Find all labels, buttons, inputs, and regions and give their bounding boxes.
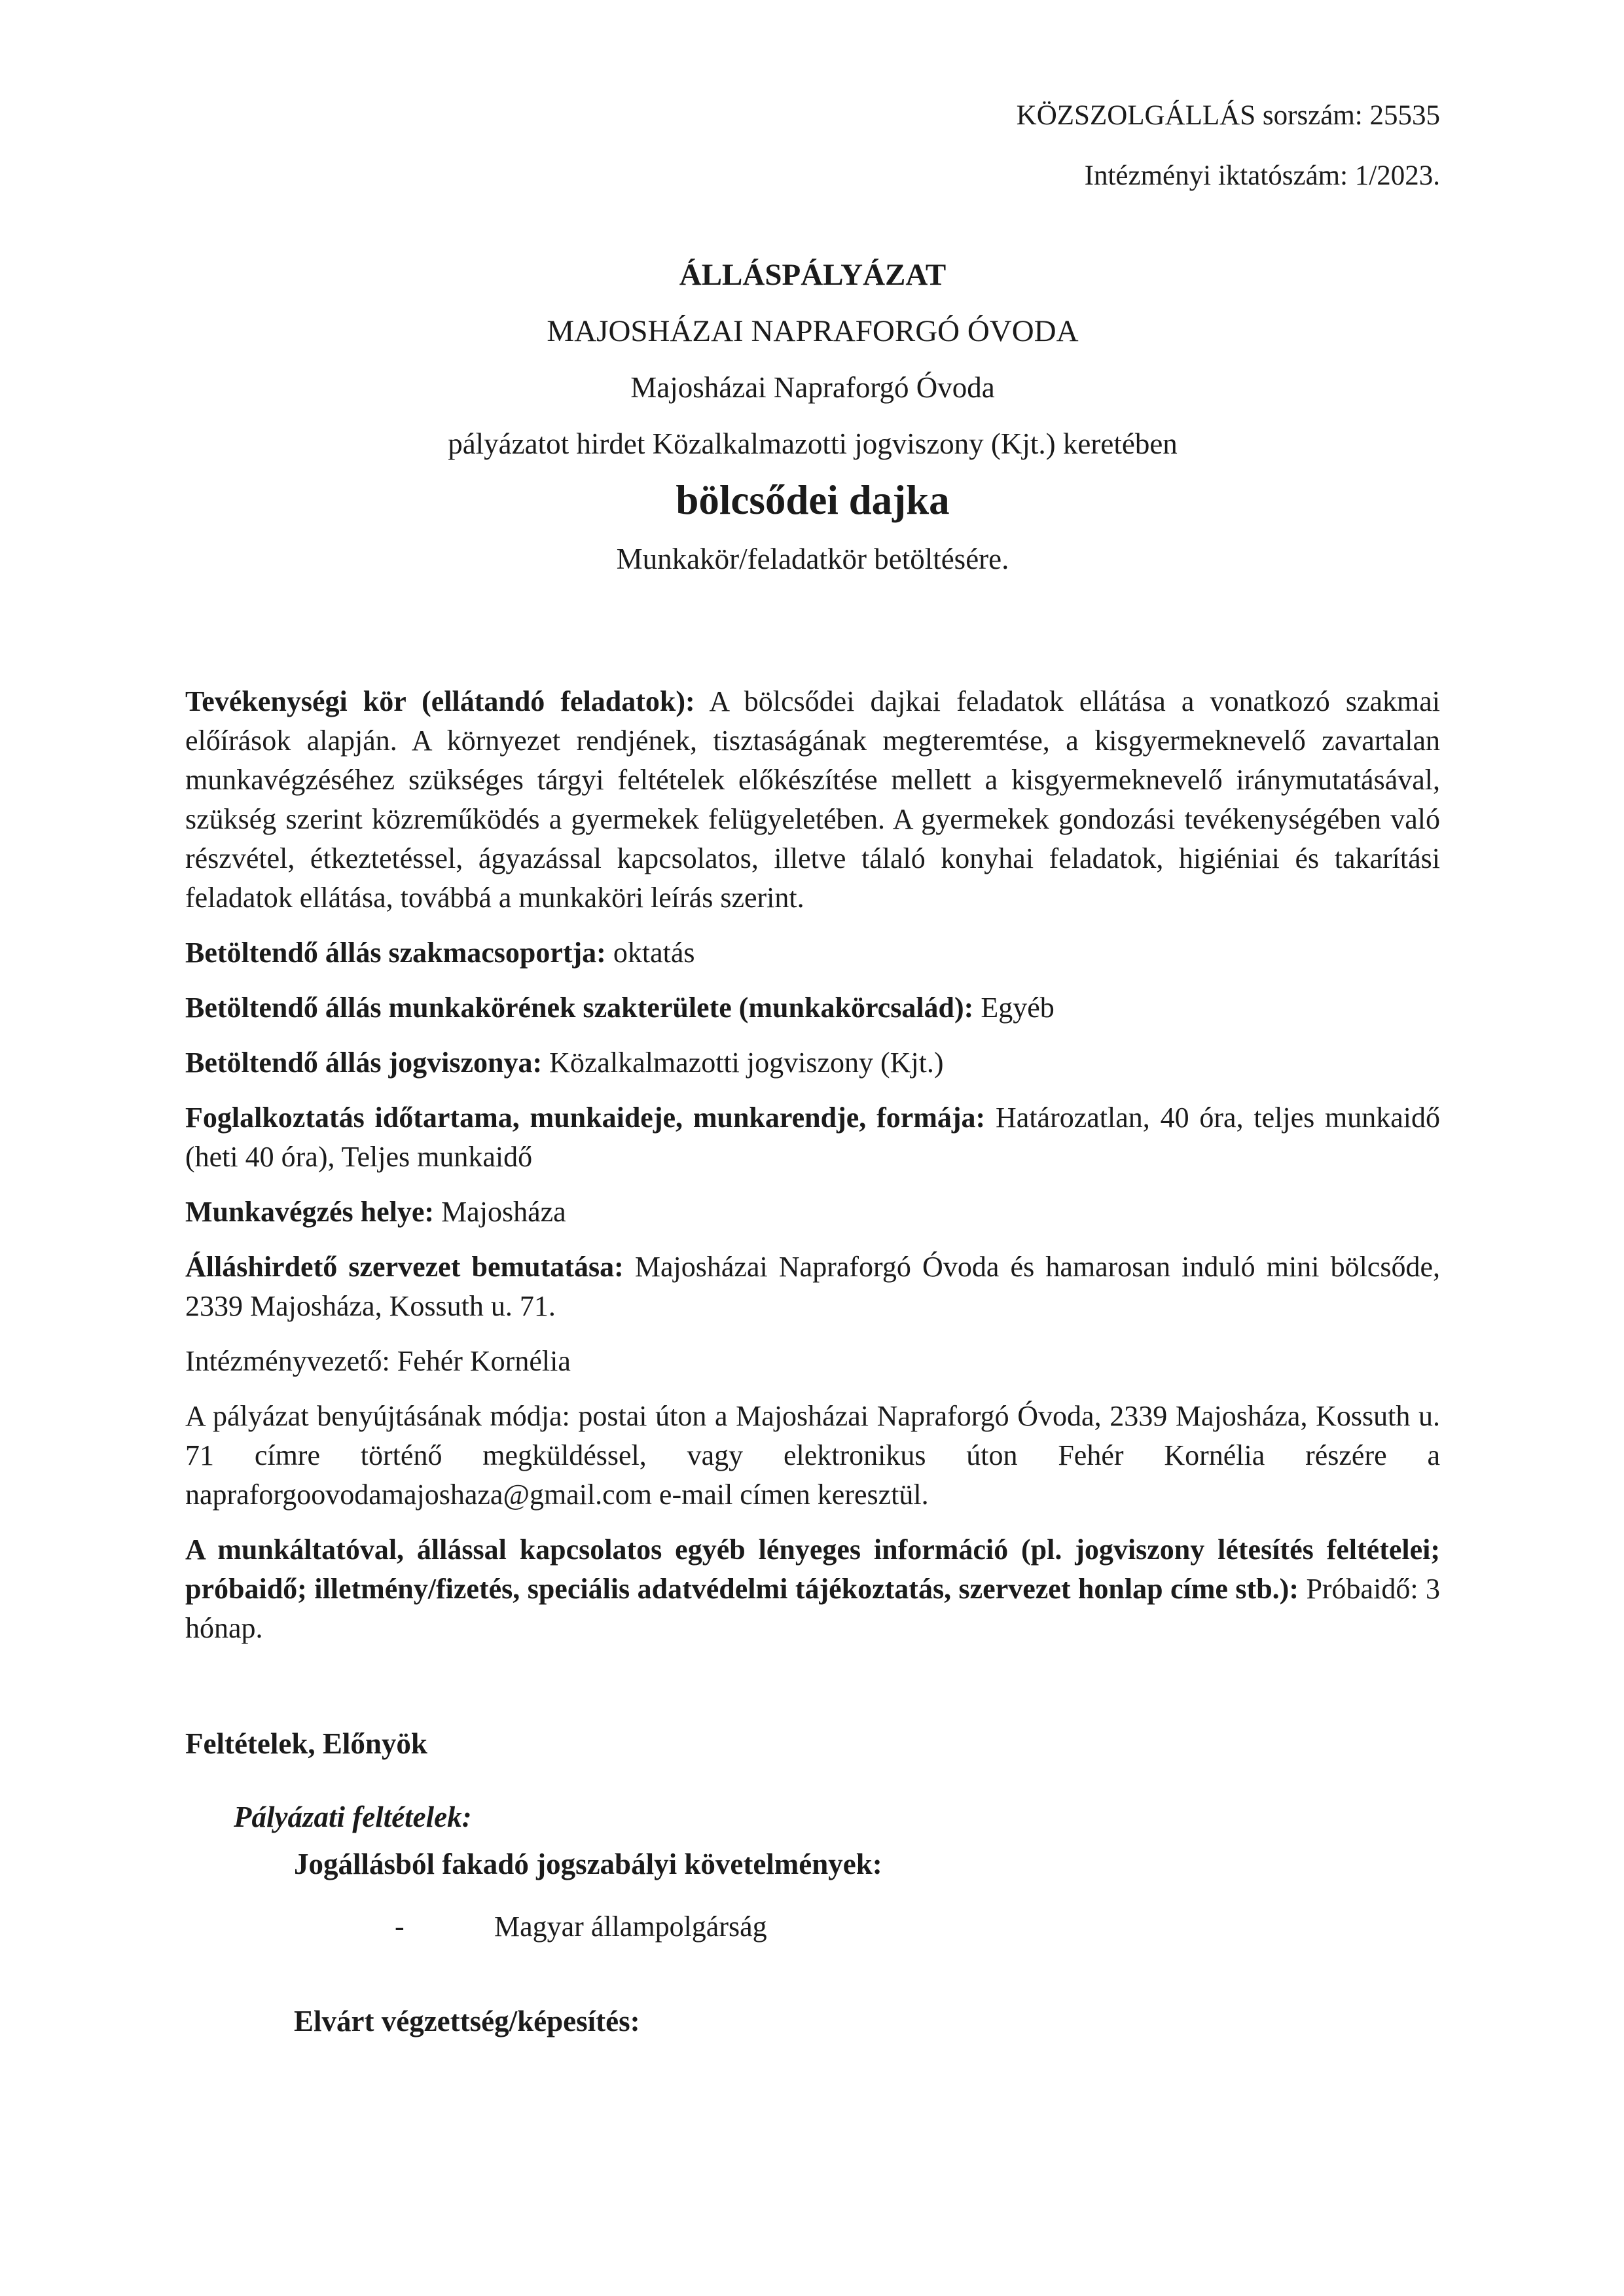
list-item-citizenship [395,1907,1440,1946]
subheading-palyazati-feltetelek: Pályázati feltételek: [234,1801,472,1833]
paragraph-jogviszony-label: Betöltendő állás jogviszonya: [185,1047,543,1079]
paragraph-benyujtas-modja-text: A pályázat benyújtásának módja: postai úton a Majosházai Napraforgó Óvoda, 2339 Majosháza, Kossuth u. 71 címre történő megküldéssel, vagy elektronikus úton Fehér Kornélia részére a napraforgoovodamajoshaza@gmail.com e-mail címen keresztül. [185,1400,1440,1511]
announcement-line: pályázatot hirdet Közalkalmazotti jogviszony (Kjt.) keretében [448,427,1178,460]
paragraph-foglalkoztatas-text: Határozatlan, 40 óra, teljes munkaidő (heti 40 óra), Teljes munkaidő [185,1102,1441,1173]
paragraph-munkavegzes-label: Munkavégzés helye: [185,1196,435,1228]
position-subtitle: Munkakör/feladatkör betöltésére. [616,543,1009,575]
dash-bullet: - [395,1910,405,1943]
paragraph-activity [185,682,1440,918]
paragraph-szakterulet-text: Egyéb [981,992,1055,1024]
organization-name: Majosházai Napraforgó Óvoda [630,371,995,404]
document-title: ÁLLÁSPÁLYÁZAT [679,258,947,292]
paragraph-egyeb-informacio-text: Próbaidő: 3 hónap. [185,1573,1440,1644]
paragraph-szakterulet [185,988,1440,1028]
paragraph-jogviszony [185,1043,1440,1083]
paragraph-szakmacsoport [185,933,1440,973]
paragraph-activity-label: Tevékenységi kör (ellátandó feladatok): [185,685,695,717]
paragraph-szakterulet-label: Betöltendő állás munkakörének szakterülete (munkakörcsalád): [185,992,974,1024]
paragraph-munkavegzes [185,1193,1440,1232]
organization-name-caps: MAJOSHÁZAI NAPRAFORGÓ ÓVODA [547,314,1079,348]
paragraph-intezmenyvezeto-text: Intézményvezető: Fehér Kornélia [185,1345,571,1377]
subheading-elvart-vegzettseg: Elvárt végzettség/képesítés: [294,2005,640,2037]
section-heading-feltetelek: Feltételek, Előnyök [185,1727,427,1760]
paragraph-egyeb-informacio [185,1530,1440,1648]
paragraph-foglalkoztatas [185,1098,1440,1177]
paragraph-munkavegzes-text: Majosháza [441,1196,566,1228]
subheading-jogallas: Jogállásból fakadó jogszabályi követelmények: [294,1848,882,1880]
paragraph-szakmacsoport-text: oktatás [613,937,695,969]
document-serial: KÖZSZOLGÁLLÁS sorszám: 25535 [1016,100,1440,131]
paragraph-benyujtas-modja [185,1397,1440,1515]
paragraph-intezmenyvezeto [185,1342,1440,1381]
list-item-citizenship-text: Magyar állampolgárság [494,1910,767,1943]
paragraph-egyeb-informacio-label: A munkáltatóval, állással kapcsolatos egyéb lényeges információ (pl. jogviszony létesítés feltételei; próbaidő; illetmény/fizetés, speciális adatvédelmi tájékoztatás, szervezet honlap címe stb.): [185,1534,1440,1605]
paragraph-activity-text: A bölcsődei dajkai feladatok ellátása a vonatkozó szakmai előírások alapján. A környezet rendjének, tisztaságának megteremtése, a kisgyermeknevelő zavartalan munkavégzéséhez szükséges tárgyi feltételek előkészítése mellett a kisgyermeknevelő iránymutatásával, szükség szerint közreműködés a gyermekek felügyeletében. A gyermekek gondozási tevékenységében való részvétel, étkeztetéssel, ágyazással kapcsolatos, illetve tálaló konyhai feladatok, higiéniai és takarítási feladatok ellátása, továbbá a munkaköri leírás szerint. [185,685,1440,914]
paragraph-allashirdeto [185,1247,1440,1326]
paragraph-allashirdeto-label: Álláshirdető szervezet bemutatása: [185,1251,624,1283]
paragraph-allashirdeto-text: Majosházai Napraforgó Óvoda és hamarosan induló mini bölcsőde, 2339 Majosháza, Kossuth u. 71. [185,1251,1440,1322]
position-title: bölcsődei dajka [676,477,950,523]
registry-number: Intézményi iktatószám: 1/2023. [1084,160,1440,191]
paragraph-jogviszony-text: Közalkalmazotti jogviszony (Kjt.) [549,1047,944,1079]
paragraph-foglalkoztatas-label: Foglalkoztatás időtartama, munkaideje, munkarendje, formája: [185,1102,986,1134]
paragraph-szakmacsoport-label: Betöltendő állás szakmacsoportja: [185,937,606,969]
